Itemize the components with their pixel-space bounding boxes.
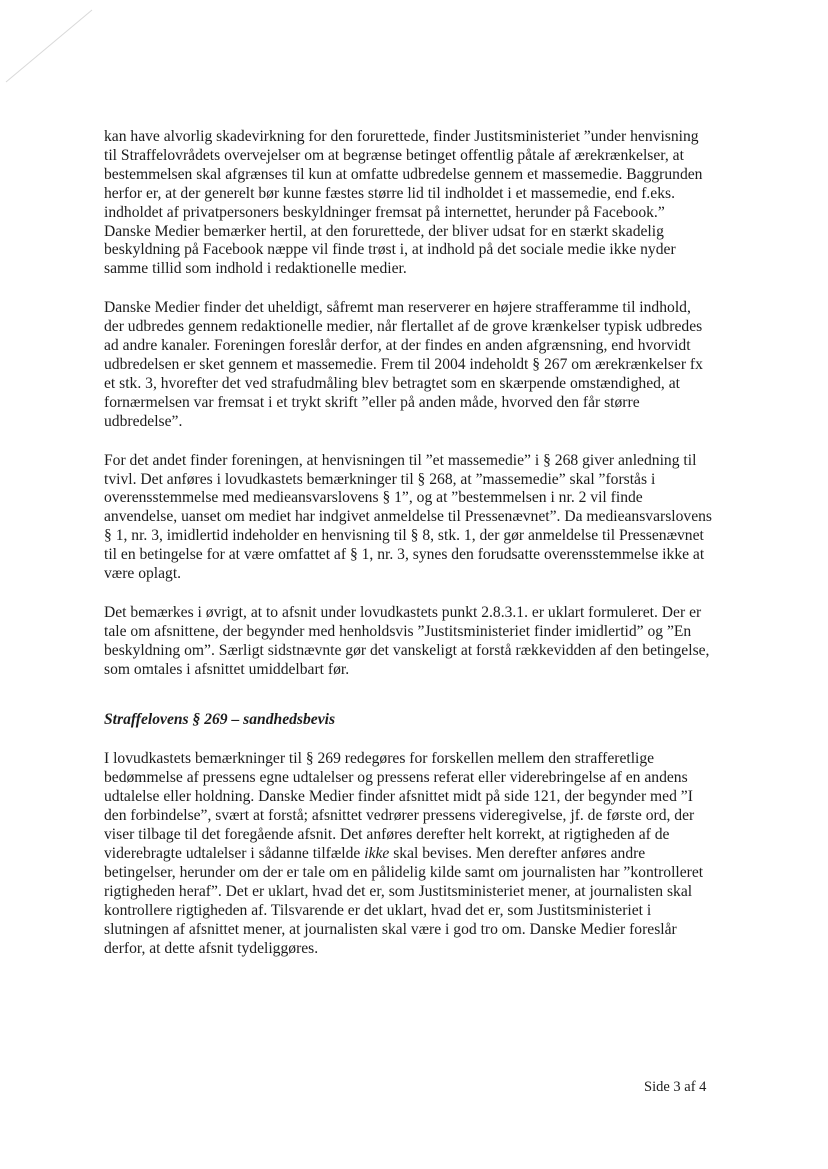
paragraph-5-part-2: skal bevises. Men derefter anføres andre betingelser, herunder om der er tale om en pålidelig kilde samt om journalisten har ”kontrolleret rigtigheden heraf”. Det er uklart, hvad det er, som Justitsministeriet mener, at journalisten skal kontrollere rigtigheden af. Tilsvarende er det uklart, hvad det er, som Justitsministeriet i slutningen af afsnittet mener, at journalisten skal være i god tro om. Danske Medier foreslår derfor, at dette afsnit tydeliggøres. bbox=[104, 845, 704, 957]
scan-corner-line bbox=[0, 0, 110, 90]
page-number: Side 3 af 4 bbox=[644, 1079, 707, 1095]
section-heading-sandhedsbevis: Straffelovens § 269 – sandhedsbevis bbox=[104, 710, 336, 728]
paragraph-5-part-1: I lovudkastets bemærkninger til § 269 redegøres for forskellen mellem den strafferetlige bedømmelse af pressens egne udtalelser og pressens referat eller viderebringelse af en andens udtalelse eller holdning. Danske Medier finder afsnittet midt på side 121, der begynder med ”I den forbindelse”, svært at forstå; afsnittet vedrører pressens videregivelse, jf. de første ord, der viser tilbage til det foregående afsnit. Det anføres derefter helt korrekt, at rigtigheden af de viderebragte udtalelser i sådanne tilfælde bbox=[104, 750, 695, 862]
paragraph-3: For det andet finder foreningen, at henvisningen til ”et massemedie” i § 268 giver anledning til tvivl. Det anføres i lovudkastets bemærkninger til § 268, at ”massemedie” skal ”forstås i overensstemmelse med medieansvarslovens § 1”, og at ”bestemmelsen i nr. 2 vil finde anvendelse, uanset om mediet har indgivet anmeldelse til Pressenævnet”. Da medieansvarslovens § 1, nr. 3, imidlertid indeholder en henvisning til § 8, stk. 1, der gør anmeldelse til Pressenævnet til en betingelse for at være omfattet af § 1, nr. 3, synes den forudsatte overensstemmelse ikke at være oplagt. bbox=[104, 451, 712, 583]
paragraph-5-emphasis: ikke bbox=[364, 845, 390, 862]
paragraph-4: Det bemærkes i øvrigt, at to afsnit under lovudkastets punkt 2.8.3.1. er uklart formuleret. Der er tale om afsnittene, der begynder med henholdsvis ”Justitsministeriet finder imidlertid” og ”En beskyldning om”. Særligt sidstnævnte gør det vanskeligt at forstå rækkevidden af den betingelse, som omtales i afsnittet umiddelbart før. bbox=[104, 603, 710, 678]
paragraph-2: Danske Medier finder det uheldigt, såfremt man reserverer en højere strafferamme til indhold, der udbredes gennem redaktionelle medier, når flertallet af de grove krænkelser typisk udbredes ad andre kanaler. Foreningen foreslår derfor, at der findes en anden afgrænsning, end hvorvidt udbredelsen er sket gennem et massemedie. Frem til 2004 indeholdt § 267 om ærekrænkelser fx et stk. 3, hvorefter det ved strafudmåling blev betragtet som en skærpende omstændighed, at fornærmelsen var fremsat i et trykt skrift ”eller på anden måde, hvorved den får større udbredelse”. bbox=[104, 299, 703, 430]
paragraph-1: kan have alvorlig skadevirkning for den forurettede, finder Justitsministeriet ”under henvisning til Straffelovrådets overvejelser om at begrænse betinget offentlig påtale af ærekrænkelser, at bestemmelsen skal afgrænses til kun at omfatte udbredelse gennem et massemedie. Baggrunden herfor er, at der generelt bør kunne fæstes større lid til indholdet i et massemedie, end f.eks. indholdet af privatpersoners beskyldninger fremsat på internettet, herunder på Facebook.” Danske Medier bemærker hertil, at den forurettede, der bliver udsat for en stærkt skadelig beskyldning på Facebook næppe vil finde trøst i, at indhold på det sociale medie ikke nyder samme tillid som indhold i redaktionelle medier. bbox=[104, 128, 703, 278]
letter-body bbox=[104, 128, 712, 978]
paragraph-5 bbox=[104, 750, 712, 958]
